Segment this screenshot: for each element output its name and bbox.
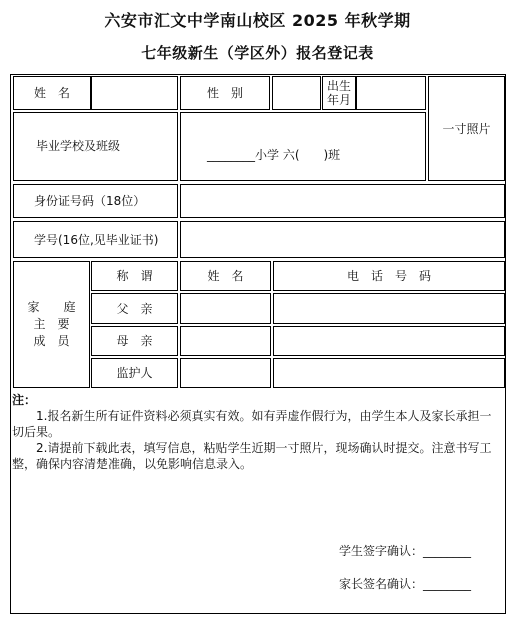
student-signature[interactable]: 学生签字确认：________ — [339, 544, 472, 558]
note-item-2: 2.请提前下载此表，填写信息，粘贴学生近期一寸照片，现场确认时提交。注意书写工整，确保内容清楚准确，以免影响信息录入。 — [12, 441, 492, 471]
gender-field[interactable] — [272, 76, 321, 110]
notes-heading: 注： — [12, 393, 37, 407]
parent-signature[interactable]: 家长签名确认：________ — [339, 577, 472, 591]
col-name-label: 姓 名 — [207, 269, 244, 283]
family-label-line3: 成 员 — [33, 334, 70, 348]
photo-box[interactable] — [428, 76, 505, 181]
family-label-line1: 家 庭 — [27, 300, 76, 314]
col-name-header — [180, 261, 271, 291]
mother-phone-field[interactable] — [273, 326, 505, 356]
note-item-1: 1.报名新生所有证件资料必须真实有效。如有弄虚作假行为，由学生本人及家长承担一切后果。 — [12, 409, 492, 439]
family-row-mother — [91, 326, 178, 356]
col-phone-label: 电 话 号 码 — [346, 269, 431, 283]
gender-label-cell — [180, 76, 270, 110]
birth-label-line1: 出生 — [326, 79, 351, 93]
gender-label: 性 别 — [206, 86, 243, 100]
mother-name-field[interactable] — [180, 326, 271, 356]
id-field[interactable] — [180, 184, 505, 218]
guardian-label: 监护人 — [116, 366, 153, 380]
father-name-field[interactable] — [180, 293, 271, 324]
school-value: ________小学 六( )班 — [207, 148, 341, 162]
form-subtitle: 七年级新生（学区外）报名登记表 — [141, 44, 374, 62]
col-title-label: 称 谓 — [116, 269, 153, 283]
photo-label: 一寸照片 — [442, 121, 491, 136]
notes-section — [12, 392, 502, 472]
guardian-name-field[interactable] — [180, 358, 271, 388]
family-label-cell — [13, 261, 90, 388]
name-label: 姓 名 — [33, 86, 70, 100]
school-label: 毕业学校及班级 — [36, 139, 121, 153]
father-phone-field[interactable] — [273, 293, 505, 324]
student-no-label-cell — [13, 221, 178, 258]
family-row-guardian — [91, 358, 178, 388]
col-title-header — [91, 261, 178, 291]
id-label-cell — [13, 184, 178, 218]
guardian-phone-field[interactable] — [273, 358, 505, 388]
student-no-field[interactable] — [180, 221, 505, 258]
mother-label: 母 亲 — [116, 334, 153, 348]
form-title: 六安市汇文中学南山校区 2025 年秋学期 — [104, 11, 411, 30]
family-row-father — [91, 293, 178, 324]
school-field[interactable] — [180, 112, 426, 181]
name-label-cell — [13, 76, 91, 110]
student-no-label: 学号(16位,见毕业证书) — [34, 233, 159, 247]
id-label: 身份证号码（18位） — [34, 194, 146, 208]
birth-label-cell — [322, 76, 356, 110]
col-phone-header — [273, 261, 505, 291]
birth-field[interactable] — [356, 76, 426, 110]
family-label-line2: 主 要 — [33, 317, 70, 331]
father-label: 父 亲 — [116, 301, 153, 316]
name-field[interactable] — [91, 76, 178, 110]
birth-label-line2: 年月 — [326, 93, 351, 107]
school-label-cell — [13, 112, 178, 181]
